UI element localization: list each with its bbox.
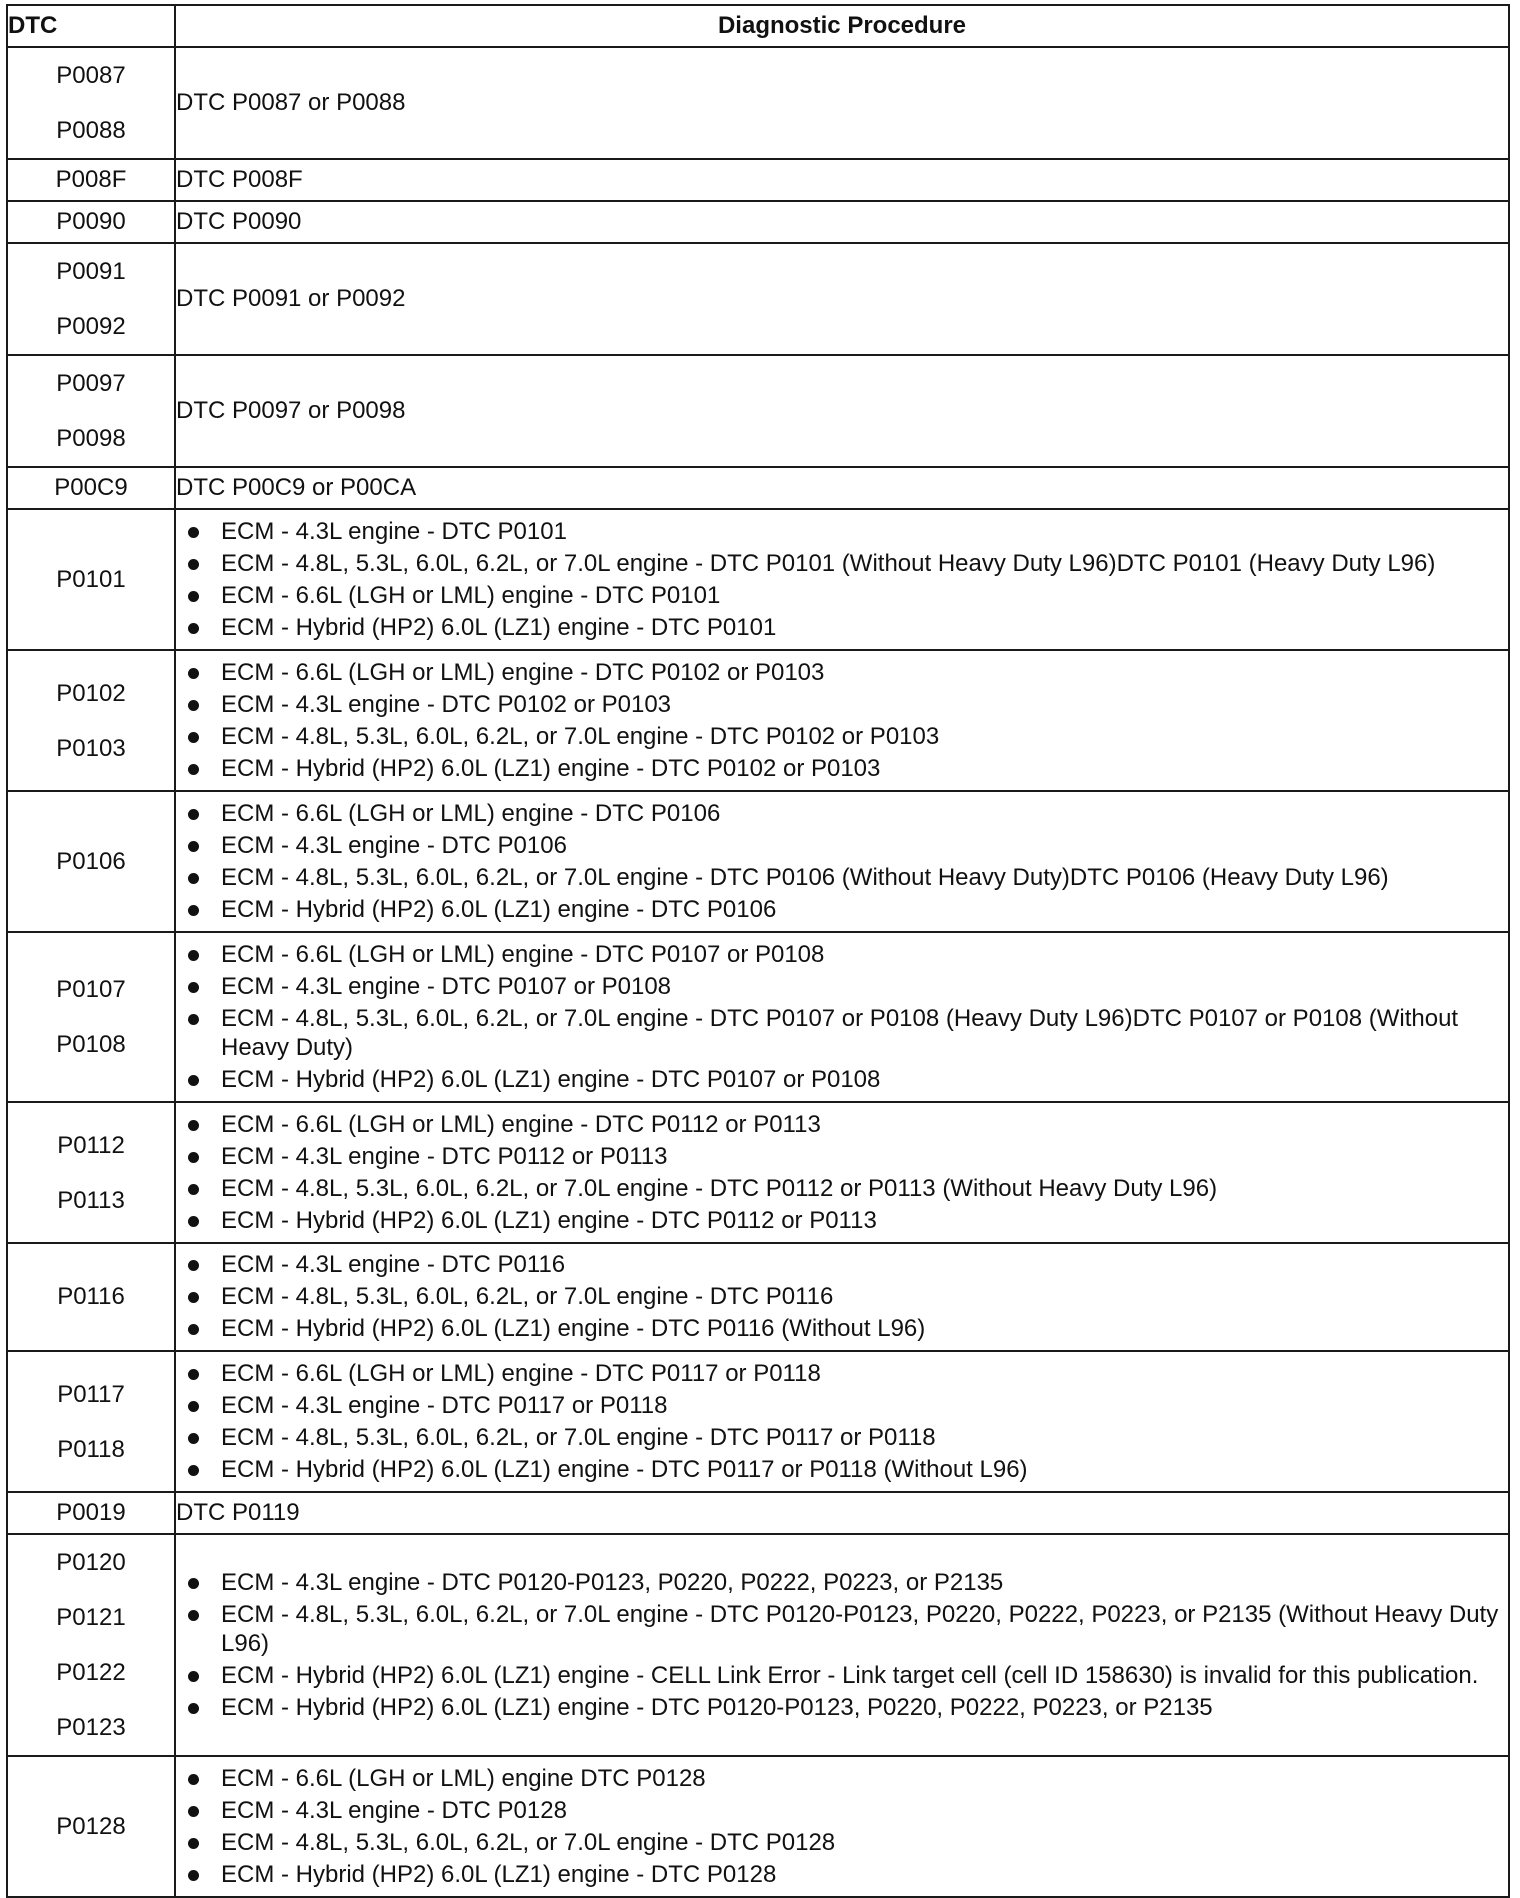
procedure-text: ECM - 4.3L engine - DTC P0107 or P0108 — [221, 972, 672, 1000]
procedure-cell — [175, 1756, 1509, 1897]
dtc-code: P0112 — [57, 1131, 125, 1159]
table-row — [7, 355, 1509, 467]
list-item — [176, 1763, 1508, 1795]
bullet-icon — [188, 905, 199, 916]
dtc-code: P0113 — [57, 1186, 125, 1214]
procedure-text: ECM - 4.3L engine - DTC P0106 — [221, 831, 567, 859]
table-row — [7, 243, 1509, 355]
dtc-code: P00C9 — [54, 474, 128, 501]
bullet-icon — [188, 1610, 199, 1621]
dtc-code-cell — [7, 243, 175, 355]
list-item — [176, 1859, 1508, 1891]
table-row — [7, 650, 1509, 791]
list-item — [176, 689, 1508, 721]
procedure-text: ECM - 4.8L, 5.3L, 6.0L, 6.2L, or 7.0L engine - DTC P0128 — [221, 1828, 836, 1856]
dtc-code-cell — [7, 791, 175, 932]
dtc-code-cell — [7, 355, 175, 467]
dtc-code-cell — [7, 650, 175, 791]
procedure-text: ECM - Hybrid (HP2) 6.0L (LZ1) engine - DTC P0101 — [221, 613, 777, 641]
procedure-cell — [175, 201, 1509, 243]
procedure-text: ECM - Hybrid (HP2) 6.0L (LZ1) engine - DTC P0102 or P0103 — [221, 754, 881, 782]
procedure-bullet-list — [176, 1109, 1508, 1237]
list-item — [176, 1422, 1508, 1454]
dtc-code-cell — [7, 509, 175, 650]
dtc-code: P0091 — [56, 258, 126, 285]
table-row — [7, 1351, 1509, 1492]
list-item — [176, 1141, 1508, 1173]
procedure-bullet-list — [176, 939, 1508, 1096]
dtc-code-cell — [7, 467, 175, 509]
table-row — [7, 201, 1509, 243]
bullet-icon — [188, 1774, 199, 1785]
procedure-cell — [175, 650, 1509, 791]
procedure-text: ECM - 4.3L engine - DTC P0120-P0123, P0220, P0222, P0223, or P2135 — [221, 1568, 1004, 1596]
procedure-text: ECM - 6.6L (LGH or LML) engine - DTC P0112 or P0113 — [221, 1110, 821, 1138]
bullet-icon — [188, 668, 199, 679]
bullet-icon — [188, 841, 199, 852]
dtc-code: P0103 — [56, 734, 126, 762]
dtc-code-cell — [7, 47, 175, 159]
list-item — [176, 1064, 1508, 1096]
list-item — [176, 1358, 1508, 1390]
bullet-icon — [188, 1671, 199, 1682]
procedure-text: ECM - 4.8L, 5.3L, 6.0L, 6.2L, or 7.0L engine - DTC P0102 or P0103 — [221, 722, 940, 750]
bullet-icon — [188, 1260, 199, 1271]
procedure-text: ECM - Hybrid (HP2) 6.0L (LZ1) engine - DTC P0116 (Without L96) — [221, 1315, 926, 1342]
dtc-code: P0092 — [56, 313, 126, 340]
dtc-code: P0106 — [56, 847, 126, 875]
bullet-icon — [188, 1838, 199, 1849]
list-item — [176, 580, 1508, 612]
dtc-code: P0088 — [56, 117, 126, 144]
procedure-text: ECM - 6.6L (LGH or LML) engine - DTC P0117 or P0118 — [221, 1359, 821, 1387]
procedure-text: DTC P008F — [176, 166, 303, 193]
table-row — [7, 1243, 1509, 1351]
dtc-code: P0123 — [56, 1714, 126, 1741]
bullet-icon — [188, 1216, 199, 1227]
list-item — [176, 1281, 1508, 1313]
dtc-code-cell — [7, 159, 175, 201]
bullet-icon — [188, 1075, 199, 1086]
table-row — [7, 932, 1509, 1102]
dtc-code: P0121 — [56, 1604, 126, 1631]
bullet-icon — [188, 559, 199, 570]
bullet-icon — [188, 1870, 199, 1881]
procedure-text: DTC P0090 — [176, 208, 302, 235]
table-row — [7, 1756, 1509, 1897]
dtc-code: P0128 — [56, 1812, 126, 1840]
procedure-text: ECM - Hybrid (HP2) 6.0L (LZ1) engine - DTC P0120-P0123, P0220, P0222, P0223, or P2135 — [221, 1693, 1213, 1721]
procedure-text: ECM - 6.6L (LGH or LML) engine - DTC P0101 — [221, 581, 721, 609]
dtc-code: P0120 — [56, 1549, 126, 1576]
dtc-code: P0116 — [57, 1283, 125, 1310]
dtc-code-cell — [7, 1243, 175, 1351]
dtc-code: P008F — [55, 166, 127, 193]
procedure-text: ECM - 4.8L, 5.3L, 6.0L, 6.2L, or 7.0L engine - DTC P0112 or P0113 (Without Heavy Duty L96) — [221, 1174, 1218, 1202]
procedure-text: ECM - 4.8L, 5.3L, 6.0L, 6.2L, or 7.0L engine - DTC P0120-P0123, P0220, P0222, P0223, or P2135 (Without Heavy Duty L96) — [221, 1600, 1499, 1657]
list-item — [176, 971, 1508, 1003]
dtc-code-cell — [7, 1102, 175, 1243]
dtc-code: P0118 — [57, 1435, 125, 1463]
list-item — [176, 1313, 1508, 1345]
list-item — [176, 1205, 1508, 1237]
procedure-text: ECM - 6.6L (LGH or LML) engine - DTC P0107 or P0108 — [221, 940, 825, 968]
table-row — [7, 791, 1509, 932]
bullet-icon — [188, 1152, 199, 1163]
dtc-code: P0090 — [56, 208, 126, 235]
dtc-table — [6, 4, 1510, 1898]
procedure-cell — [175, 509, 1509, 650]
procedure-bullet-list — [176, 1358, 1508, 1486]
procedure-bullet-list — [176, 516, 1508, 644]
procedure-bullet-list — [176, 1249, 1508, 1345]
dtc-code: P0101 — [56, 565, 126, 593]
procedure-text: ECM - Hybrid (HP2) 6.0L (LZ1) engine - DTC P0107 or P0108 — [221, 1065, 881, 1093]
dtc-code-cell — [7, 932, 175, 1102]
dtc-code-cell — [7, 1534, 175, 1756]
procedure-cell — [175, 467, 1509, 509]
bullet-icon — [188, 873, 199, 884]
procedure-cell — [175, 159, 1509, 201]
procedure-text: ECM - 6.6L (LGH or LML) engine - DTC P0106 — [221, 799, 721, 827]
procedure-text: ECM - 4.8L, 5.3L, 6.0L, 6.2L, or 7.0L engine - DTC P0101 (Without Heavy Duty L96)DTC P0101 (Heavy Duty L96) — [221, 549, 1436, 577]
dtc-code: P0122 — [56, 1659, 126, 1686]
list-item — [176, 830, 1508, 862]
procedure-cell — [175, 243, 1509, 355]
procedure-cell — [175, 1492, 1509, 1534]
table-row — [7, 467, 1509, 509]
list-item — [176, 1599, 1508, 1660]
procedure-text: ECM - Hybrid (HP2) 6.0L (LZ1) engine - DTC P0106 — [221, 895, 777, 923]
list-item — [176, 1249, 1508, 1281]
dtc-code: P0097 — [56, 370, 126, 397]
list-item — [176, 1692, 1508, 1724]
procedure-text: ECM - Hybrid (HP2) 6.0L (LZ1) engine - DTC P0112 or P0113 — [221, 1206, 877, 1234]
procedure-cell — [175, 1534, 1509, 1756]
procedure-text: ECM - 4.3L engine - DTC P0116 — [221, 1251, 566, 1278]
bullet-icon — [188, 1369, 199, 1380]
bullet-icon — [188, 1703, 199, 1714]
dtc-code: P0108 — [56, 1031, 126, 1058]
procedure-cell — [175, 1102, 1509, 1243]
table-header-row — [7, 5, 1509, 47]
bullet-icon — [188, 1433, 199, 1444]
bullet-icon — [188, 1578, 199, 1589]
bullet-icon — [188, 982, 199, 993]
procedure-text: ECM - 4.8L, 5.3L, 6.0L, 6.2L, or 7.0L engine - DTC P0117 or P0118 — [221, 1423, 936, 1451]
list-item — [176, 1660, 1508, 1692]
procedure-text: ECM - 4.8L, 5.3L, 6.0L, 6.2L, or 7.0L engine - DTC P0107 or P0108 (Heavy Duty L96)DTC P0107 or P0108 (Without Heavy Duty) — [221, 1004, 1459, 1061]
dtc-code-cell — [7, 1351, 175, 1492]
procedure-cell — [175, 791, 1509, 932]
bullet-icon — [188, 1324, 199, 1335]
procedure-text: DTC P0087 or P0088 — [176, 89, 406, 116]
dtc-code-cell — [7, 201, 175, 243]
table-row — [7, 1534, 1509, 1756]
procedure-cell — [175, 355, 1509, 467]
table-row — [7, 47, 1509, 159]
bullet-icon — [188, 732, 199, 743]
procedure-text: ECM - Hybrid (HP2) 6.0L (LZ1) engine - CELL Link Error - Link target cell (cell ID 158630) is invalid for this publication. — [221, 1661, 1479, 1689]
dtc-code-cell — [7, 1492, 175, 1534]
procedure-bullet-list — [176, 657, 1508, 785]
table-row — [7, 1492, 1509, 1534]
procedure-text: ECM - Hybrid (HP2) 6.0L (LZ1) engine - DTC P0117 or P0118 (Without L96) — [221, 1455, 1028, 1483]
procedure-cell — [175, 932, 1509, 1102]
list-item — [176, 657, 1508, 689]
procedure-cell — [175, 47, 1509, 159]
list-item — [176, 894, 1508, 926]
procedure-text: ECM - 4.8L, 5.3L, 6.0L, 6.2L, or 7.0L engine - DTC P0116 — [221, 1283, 834, 1310]
bullet-icon — [188, 809, 199, 820]
bullet-icon — [188, 1401, 199, 1412]
procedure-text: ECM - 4.3L engine - DTC P0102 or P0103 — [221, 690, 672, 718]
list-item — [176, 862, 1508, 894]
list-item — [176, 721, 1508, 753]
list-item — [176, 548, 1508, 580]
bullet-icon — [188, 623, 199, 634]
list-item — [176, 516, 1508, 548]
dtc-code: P0098 — [56, 425, 126, 452]
bullet-icon — [188, 1806, 199, 1817]
procedure-text: ECM - 4.3L engine - DTC P0101 — [221, 517, 567, 545]
dtc-code: P0117 — [57, 1380, 125, 1408]
procedure-cell — [175, 1351, 1509, 1492]
procedure-text: ECM - 4.8L, 5.3L, 6.0L, 6.2L, or 7.0L engine - DTC P0106 (Without Heavy Duty)DTC P0106 (Heavy Duty L96) — [221, 863, 1389, 891]
dtc-code: P0102 — [56, 679, 126, 707]
procedure-text: DTC P0091 or P0092 — [176, 285, 406, 312]
list-item — [176, 753, 1508, 785]
dtc-document — [6, 4, 1508, 1898]
table-row — [7, 1102, 1509, 1243]
list-item — [176, 1454, 1508, 1486]
bullet-icon — [188, 1014, 199, 1025]
procedure-text: ECM - 4.3L engine - DTC P0128 — [221, 1796, 567, 1824]
bullet-icon — [188, 764, 199, 775]
dtc-code: P0107 — [56, 976, 126, 1003]
bullet-icon — [188, 591, 199, 602]
procedure-column-header: Diagnostic Procedure — [175, 5, 1509, 47]
list-item — [176, 1173, 1508, 1205]
procedure-text: ECM - 4.3L engine - DTC P0112 or P0113 — [221, 1142, 668, 1170]
list-item — [176, 1109, 1508, 1141]
procedure-text: DTC P0119 — [176, 1499, 300, 1526]
dtc-code: P0019 — [56, 1499, 126, 1526]
bullet-icon — [188, 1120, 199, 1131]
procedure-text: DTC P00C9 or P00CA — [176, 474, 417, 501]
list-item — [176, 1567, 1508, 1599]
bullet-icon — [188, 700, 199, 711]
procedure-cell — [175, 1243, 1509, 1351]
bullet-icon — [188, 527, 199, 538]
dtc-code: P0087 — [56, 62, 126, 89]
procedure-text: ECM - 6.6L (LGH or LML) engine DTC P0128 — [221, 1764, 706, 1792]
dtc-code-cell — [7, 1756, 175, 1897]
list-item — [176, 1003, 1508, 1064]
bullet-icon — [188, 950, 199, 961]
bullet-icon — [188, 1184, 199, 1195]
list-item — [176, 1390, 1508, 1422]
list-item — [176, 939, 1508, 971]
bullet-icon — [188, 1465, 199, 1476]
table-row — [7, 159, 1509, 201]
procedure-bullet-list — [176, 798, 1508, 926]
bullet-icon — [188, 1292, 199, 1303]
procedure-bullet-list — [176, 1763, 1508, 1891]
procedure-text: DTC P0097 or P0098 — [176, 397, 406, 424]
dtc-column-header: DTC — [7, 5, 175, 47]
procedure-bullet-list — [176, 1567, 1508, 1724]
list-item — [176, 1827, 1508, 1859]
procedure-text: ECM - Hybrid (HP2) 6.0L (LZ1) engine - DTC P0128 — [221, 1860, 777, 1888]
list-item — [176, 798, 1508, 830]
list-item — [176, 612, 1508, 644]
procedure-text: ECM - 6.6L (LGH or LML) engine - DTC P0102 or P0103 — [221, 658, 825, 686]
table-row — [7, 509, 1509, 650]
list-item — [176, 1795, 1508, 1827]
procedure-text: ECM - 4.3L engine - DTC P0117 or P0118 — [221, 1391, 668, 1419]
